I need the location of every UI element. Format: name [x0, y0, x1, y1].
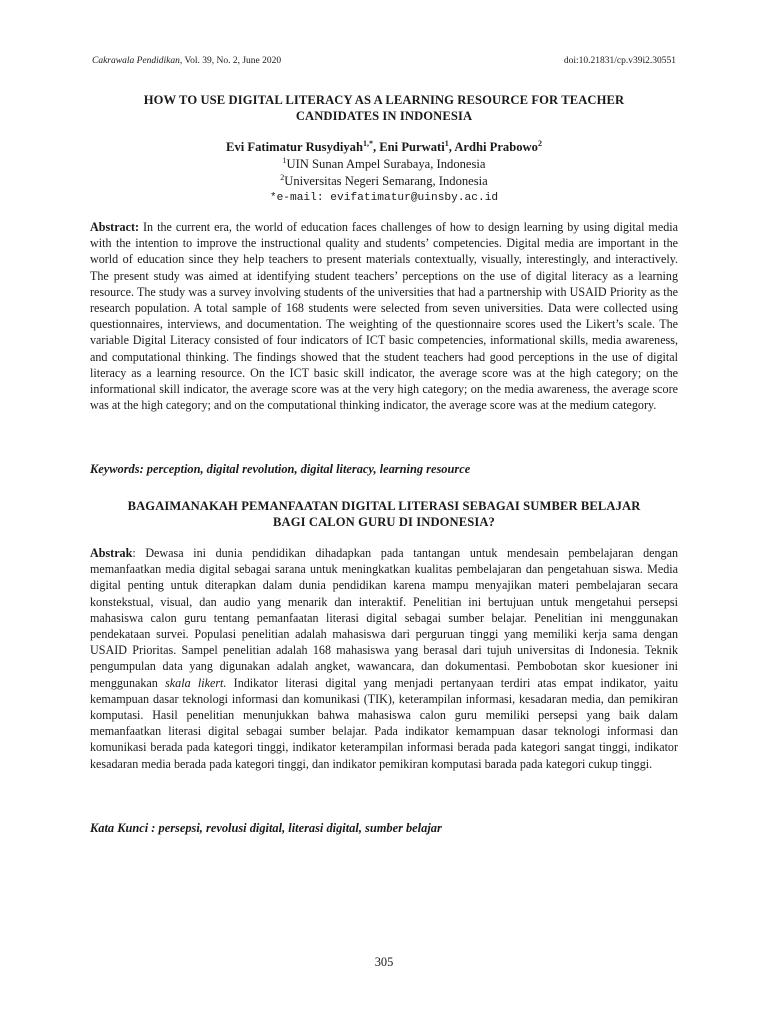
author-name: Evi Fatimatur Rusydiyah [226, 140, 363, 154]
affiliation-text: UIN Sunan Ampel Surabaya, Indonesia [286, 157, 486, 171]
abstract-english [90, 219, 678, 413]
affiliation-marker: 2 [280, 172, 285, 182]
paper-title-english [90, 92, 678, 124]
title-line: BAGAIMANAKAH PEMANFAATAN DIGITAL LITERASI SEBAGAI SUMBER BELAJAR [127, 499, 641, 513]
abstract-text: Indikator literasi digital yang menjadi pertanyaan terdiri atas empat indikator, yaitu kemampuan dasar teknologi informasi dan komunikasi (TIK), keterampilan informasi, kesadaran media, dan pemikiran komputasi. Hasil penelitian menunjukkan bahwa mahasiswa calon guru memiliki persepsi yang baik dalam memanfaatkan literasi digital sebagai sumber belajar. Pada indikator kemampuan dasar teknologi informasi dan komunikasi berada pada kategori tinggi, indikator keterampilan informasi berada pada kategori sangat tinggi, indikator kesadaran media berada pada kategori tinggi, dan indikator pemikiran komputasi barada pada kategori cukup tinggi. [90, 675, 678, 771]
affiliation-marker: 1 [282, 155, 287, 165]
author-affiliation-marker: 1 [444, 138, 449, 148]
abstract-text: : Dewasa ini dunia pendidikan dihadapkan pada tantangan untuk mendesain pembelajaran dengan memanfaatkan media digital sebagai sarana untuk meningkatkan kualitas pembelajaran dan pengetahuan siswa. Media digital penting untuk diterapkan dalam dunia pendidikan karena mampu menyajikan materi pembelajaran secara konstekstual, visual, dan audio yang menarik dan interaktif. Penelitian ini bertujuan untuk mengetahui persepsi mahasiswa calon guru tentang pemanfaatan literasi digital sebagai sumber belajar. Penelitian ini menggunakan pendekataan survei. Populasi penelitian adalah mahasiswa dari perguruan tinggi yang memiliki kerja sama dengan USAID Prioritas. Sampel penelitian adalah 168 mahasiswa yang berasal dari tujuh universitas di Indonesia. Teknik pengumpulan data yang digunakan adalah angket, wawancara, dan dokumentasi. Pembobotan skor kuesioner ini menggunakan [90, 546, 678, 690]
journal-issue: , Vol. 39, No. 2, June 2020 [179, 56, 282, 66]
affiliation [90, 173, 678, 190]
author-name: Eni Purwati [379, 140, 445, 154]
title-line: BAGI CALON GURU DI INDONESIA? [273, 515, 495, 529]
author-affiliation-marker: 1,* [362, 138, 373, 148]
affiliation [90, 156, 678, 173]
abstract-text: In the current era, the world of education faces challenges of how to design learning by using digital media with the intention to improve the instructional quality and students’ competencies. Digital media are important in the world of education since they help teachers to present materials contextually, visually, interestingly, and interactively. The present study was aimed at identifying student teachers’ perceptions on the use of digital literacy as a learning resource. The study was a survey involving students of the universities that had a partnership with USAID Priority as the research population. A total sample of 168 students were selected from seven universities. Data were collected using questionnaires, interviews, and documentation. The weighting of the questionnaire scores used the Likert’s scale. The variable Digital Literacy consisted of four indicators of ICT basic competencies, informational skills, media awareness, and computational thinking. The findings showed that the student teachers had good perceptions in the use of digital literacy as a learning resource. On the ICT basic skill indicator, the average score was at the high category; on the informational skill indicator, the average score was at the very high category; on the media awareness, the average score was at the high category; and on the computational thinking indicator, the average score was at the medium category. [90, 220, 678, 413]
abstract-label: Abstract: [90, 220, 140, 234]
journal-citation [92, 56, 281, 66]
doi[interactable]: doi:10.21831/cp.v39i2.30551 [563, 56, 676, 66]
keywords-english: Keywords: perception, digital revolution, digital literacy, learning resource [90, 462, 471, 476]
corresponding-email[interactable]: *e-mail: evifatimatur@uinsby.ac.id [269, 192, 499, 204]
journal-name: Cakrawala Pendidikan [92, 56, 180, 66]
author-names: Evi Fatimatur Rusydiyah$^{1,*}$, Eni Purwati$^1$, Ardhi Prabowo$^2$ [226, 138, 542, 154]
running-header [92, 56, 676, 66]
abstract-indonesian [90, 545, 678, 772]
author-name: Ardhi Prabowo [454, 140, 538, 154]
keywords-indonesian: Kata Kunci : persepsi, revolusi digital, literasi digital, sumber belajar [90, 821, 442, 835]
paper-title-indonesian [90, 498, 678, 530]
title-line: CANDIDATES IN INDONESIA [295, 109, 473, 123]
author-affiliation-marker: 2 [537, 138, 542, 148]
abstract-label: Abstrak [90, 546, 133, 560]
page-number: 305 [374, 955, 394, 969]
affiliation-text: Universitas Negeri Semarang, Indonesia [284, 174, 488, 188]
title-line: HOW TO USE DIGITAL LITERACY AS A LEARNING RESOURCE FOR TEACHER [143, 93, 625, 107]
abstract-emphasis: skala likert. [165, 675, 227, 690]
author-block [90, 139, 678, 207]
